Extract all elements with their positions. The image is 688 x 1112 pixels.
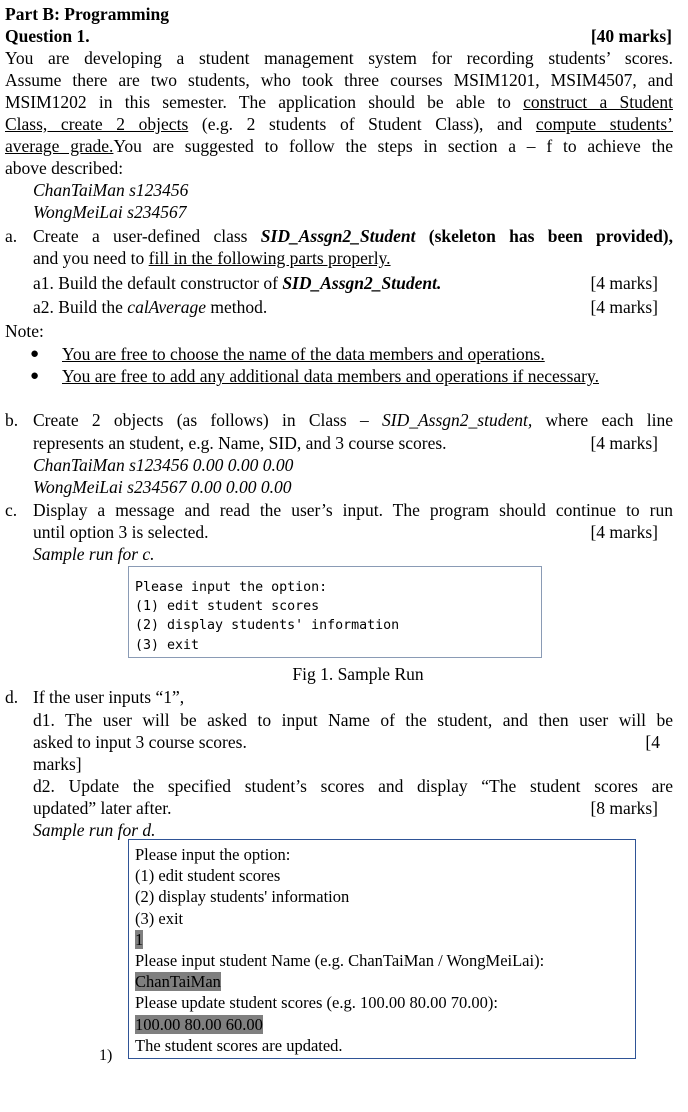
d2-marks: [8 marks] bbox=[590, 798, 658, 818]
intro-line: Assume there are two students, who took three courses MSIM1201, MSIM4507, and bbox=[5, 70, 673, 90]
intro-line: Class, create 2 objects (e.g. 2 students of Student Class), and compute students’ bbox=[5, 114, 673, 134]
sample-run-label: Sample run for c. bbox=[33, 544, 155, 564]
figure-caption: Fig 1. Sample Run bbox=[292, 664, 424, 684]
console-sample-c bbox=[128, 566, 542, 658]
section-d-label: d. bbox=[5, 687, 19, 707]
object-row: ChanTaiMan s123456 0.00 0.00 0.00 bbox=[33, 455, 294, 475]
intro-line: average grade.You are suggested to follow the steps in section a – f to achieve the bbox=[5, 136, 673, 156]
section-d-line: If the user inputs “1”, bbox=[33, 687, 185, 707]
section-a1: a1. Build the default constructor of SID_Assgn2_Student. bbox=[33, 273, 442, 293]
note-item: You are free to add any additional data members and operations if necessary. bbox=[62, 366, 599, 386]
console-line: (2) display students' information bbox=[135, 618, 400, 634]
a2-marks: [4 marks] bbox=[590, 297, 658, 317]
part-title: Part B: Programming bbox=[5, 4, 169, 24]
console-input-line bbox=[135, 1014, 635, 1035]
student-entry: ChanTaiMan s123456 bbox=[33, 180, 189, 200]
console-line: Please update student scores (e.g. 100.00 80.00 70.00): bbox=[135, 993, 498, 1013]
user-input: ChanTaiMan bbox=[135, 972, 221, 992]
console-line: (2) display students' information bbox=[135, 887, 350, 907]
section-c-line: until option 3 is selected. bbox=[33, 522, 209, 542]
console-line: (1) edit student scores bbox=[135, 866, 281, 886]
page-number: 1) bbox=[99, 1047, 113, 1064]
student-entry: WongMeiLai s234567 bbox=[33, 202, 187, 222]
d1-marks: [4 bbox=[645, 732, 660, 752]
console-line: Please input student Name (e.g. ChanTaiMan / WongMeiLai): bbox=[135, 951, 545, 971]
a1-marks: [4 marks] bbox=[590, 273, 658, 293]
note-item: You are free to choose the name of the data members and operations. bbox=[62, 344, 545, 364]
user-input: 100.00 80.00 60.00 bbox=[135, 1014, 263, 1034]
section-a-label: a. bbox=[5, 226, 18, 246]
section-a-line: Create a user-defined class SID_Assgn2_Student (skeleton has been provided), bbox=[33, 226, 674, 246]
console-input-line bbox=[135, 971, 635, 992]
question-title: Question 1. bbox=[5, 26, 90, 46]
object-row: WongMeiLai s234567 0.00 0.00 0.00 bbox=[33, 477, 292, 497]
console-input-line bbox=[135, 929, 635, 950]
section-a-line: and you need to fill in the following parts properly. bbox=[33, 248, 391, 268]
section-d1-line: d1. The user will be asked to input Name of the student, and then user will be bbox=[33, 710, 673, 730]
intro-line: MSIM1202 in this semester. The application should be able to construct a Student bbox=[5, 92, 673, 112]
section-c-label: c. bbox=[5, 500, 18, 520]
section-b-label: b. bbox=[5, 410, 19, 430]
bullet-icon: ● bbox=[30, 368, 40, 384]
question-marks: [40 marks] bbox=[590, 26, 672, 46]
console-line: Please input the option: bbox=[135, 845, 291, 864]
console-line: Please input the option: bbox=[135, 580, 328, 595]
user-input: 1 bbox=[135, 929, 144, 949]
console-line: The student scores are updated. bbox=[135, 1035, 343, 1055]
console-line: (1) edit student scores bbox=[135, 599, 320, 615]
section-b-line: represents an student, e.g. Name, SID, and 3 course scores. bbox=[33, 433, 447, 453]
section-d1-line: asked to input 3 course scores. bbox=[33, 732, 247, 752]
console-line: (3) exit bbox=[135, 637, 200, 653]
section-d2-line: updated” later after. bbox=[33, 798, 172, 818]
intro-line: You are developing a student management system for recording students’ scores. bbox=[5, 48, 673, 68]
section-a2: a2. Build the calAverage method. bbox=[33, 297, 268, 317]
console-sample-d bbox=[128, 839, 636, 1059]
intro-line: above described: bbox=[5, 158, 124, 178]
sample-run-label: Sample run for d. bbox=[33, 820, 156, 840]
section-c-line: Display a message and read the user’s input. The program should continue to run bbox=[33, 500, 673, 520]
bullet-icon: ● bbox=[30, 346, 40, 362]
note-label: Note: bbox=[5, 321, 44, 341]
c-marks: [4 marks] bbox=[590, 522, 658, 542]
section-d2-line: d2. Update the specified student’s scores and display “The student scores are bbox=[33, 776, 673, 796]
section-b-line: Create 2 objects (as follows) in Class – SID_Assgn2_student, where each line bbox=[33, 410, 673, 430]
console-line: (3) exit bbox=[135, 908, 184, 928]
b-marks: [4 marks] bbox=[590, 433, 658, 453]
d1-marks-cont: marks] bbox=[33, 754, 82, 774]
